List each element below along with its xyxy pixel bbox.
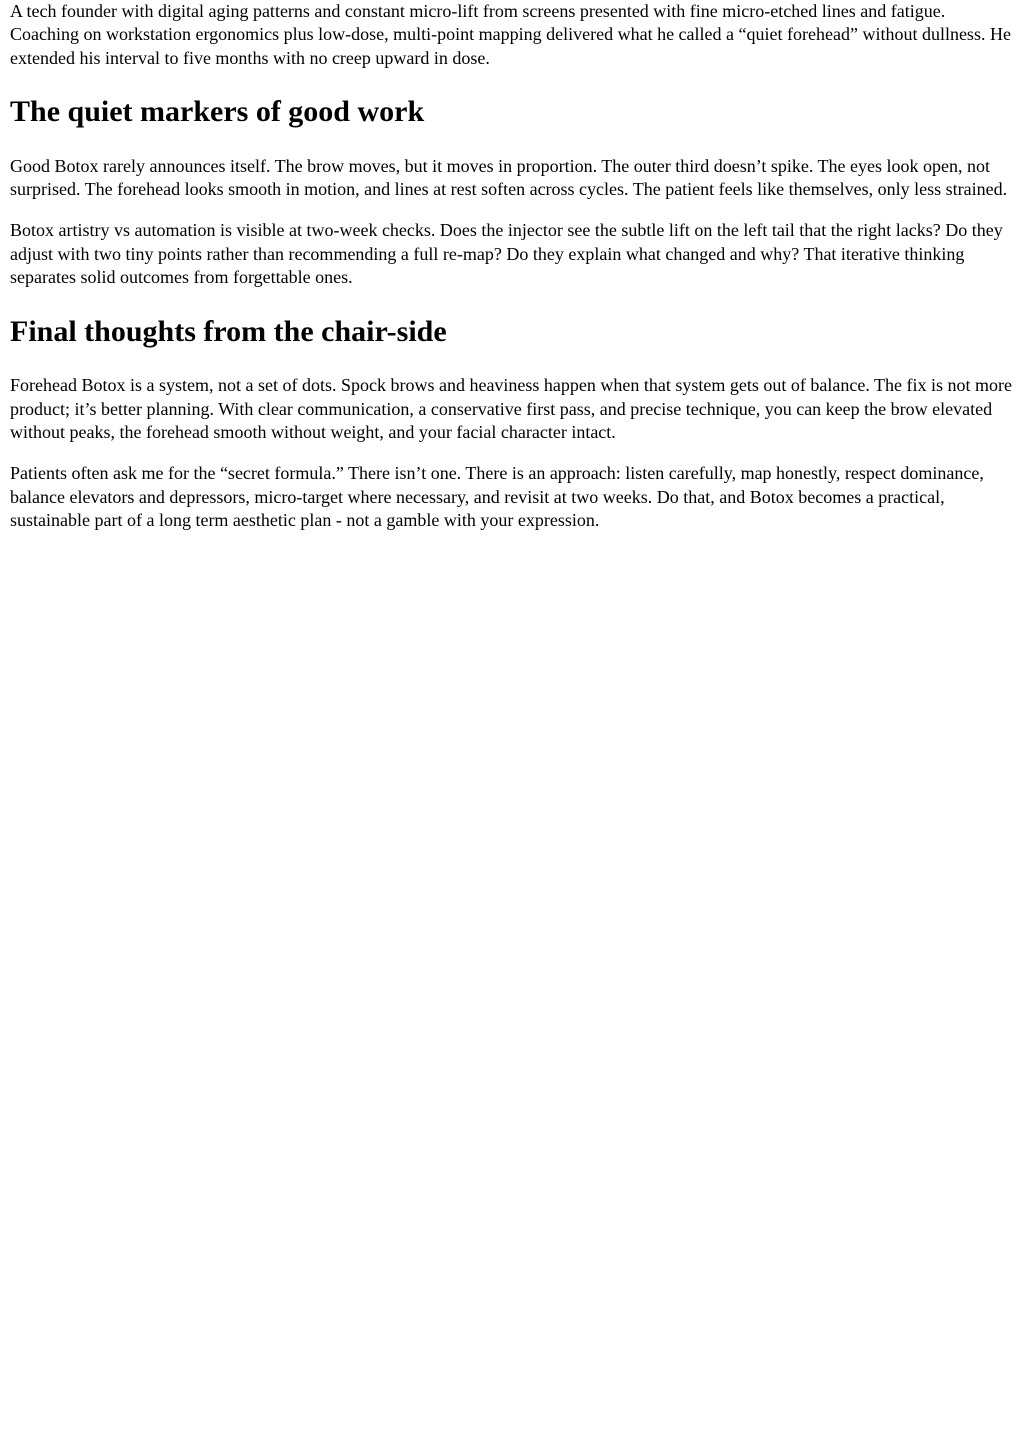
paragraph-final-thoughts-1: Forehead Botox is a system, not a set of dots. Spock brows and heaviness happen when that system gets out of balance. The fix is not more product; it’s better planning. With clear communication, a conservative first pass, and precise technique, you can keep the brow elevated without peaks, the forehead smooth without weight, and your facial character intact. xyxy=(10,375,1012,442)
section-heading-quiet-markers: The quiet markers of good work xyxy=(10,95,425,129)
paragraph-quiet-markers-1: Good Botox rarely announces itself. The brow moves, but it moves in proportion. The outer third doesn’t spike. The eyes look open, not surprised. The forehead looks smooth in motion, and lines at rest soften across cycles. The patient feels like themselves, only less strained. xyxy=(10,155,1008,200)
paragraph-final-thoughts-2: Patients often ask me for the “secret formula.” There isn’t one. There is an approach: listen carefully, map honestly, respect dominance, balance elevators and depressors, micro-target where necessary, and revisit at two weeks. Do that, and Botox becomes a practical, sustainable part of a long term aesthetic plan - not a gamble with your expression. xyxy=(10,463,984,531)
paragraph-quiet-markers-2: Botox artistry vs automation is visible at two-week checks. Does the injector see the subtle lift on the left tail that the right lacks? Do they adjust with two tiny points rather than recommending a full re-map? Do they explain what changed and why? That iterative thinking separates solid outcomes from forgettable ones. xyxy=(10,220,1003,288)
section-heading-final-thoughts: Final thoughts from the chair-side xyxy=(10,314,447,348)
paragraph-intro: A tech founder with digital aging patterns and constant micro-lift from screens presented with fine micro-etched lines and fatigue. Coaching on workstation ergonomics plus low-dose, multi-point mapping delivered what he called a “quiet forehead” without dullness. He extended his interval to five months with no creep upward in dose. xyxy=(10,1,1011,68)
